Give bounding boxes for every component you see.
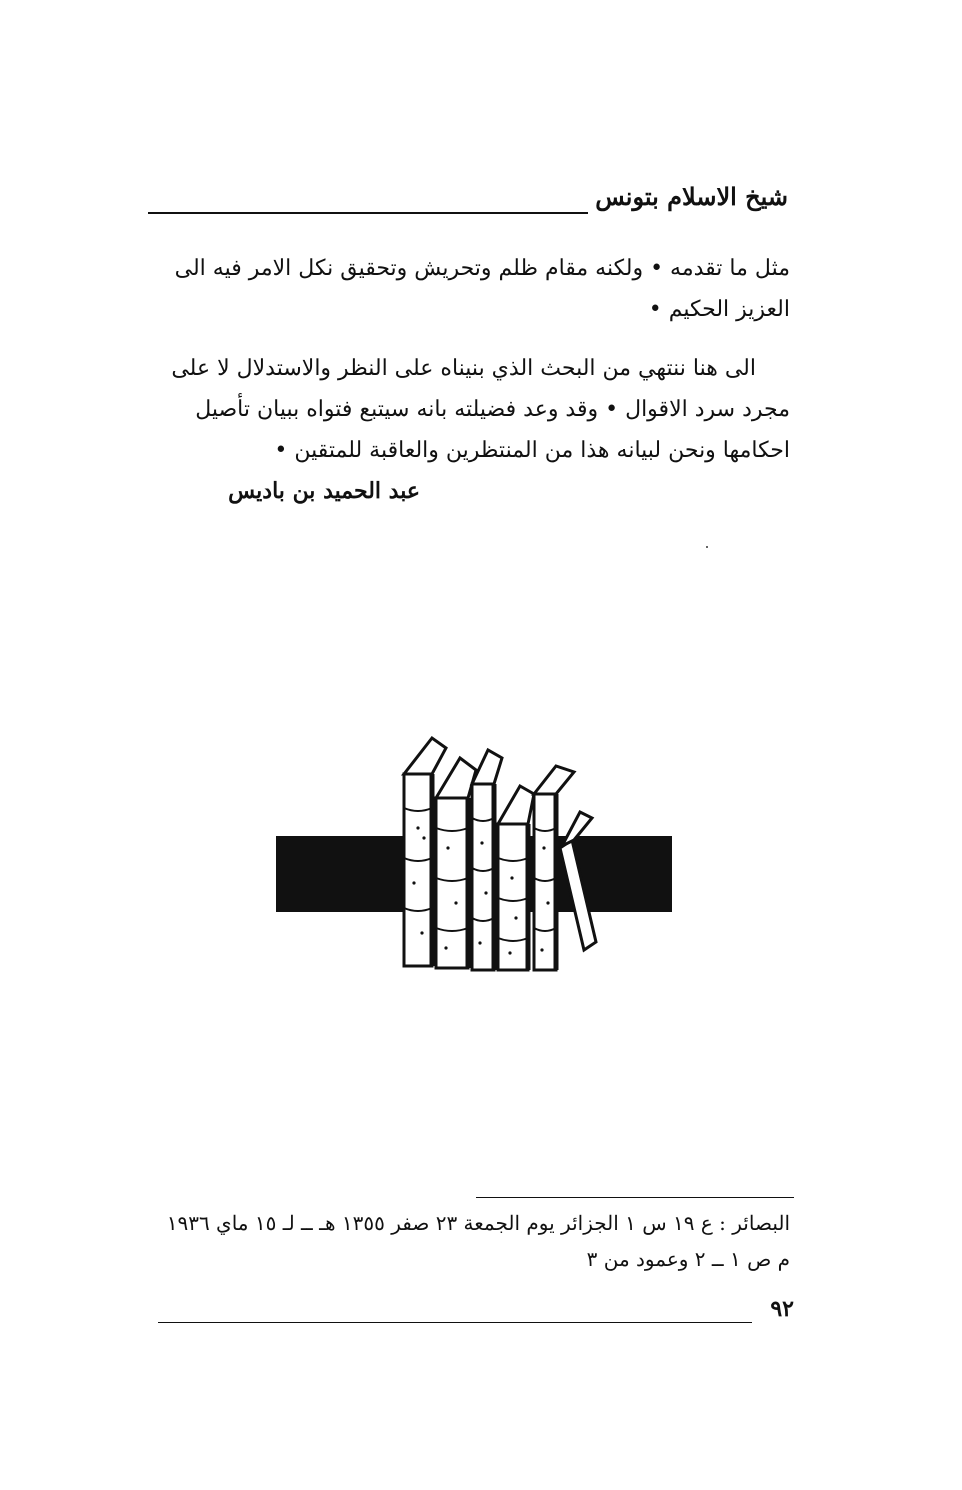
books-on-shelf-icon bbox=[276, 728, 672, 980]
running-header-title: شيخ الاسلام بتونس bbox=[595, 182, 788, 211]
footnote-rule bbox=[476, 1197, 794, 1198]
paragraph-2: الى هنا ننتهي من البحث الذي بنيناه على النظر والاستدلال لا على مجرد سرد الاقوال • وقد وعد فضيلته بانه سيتبع فتواه ببيان تأصيل احكامها ونحن لبيانه هذا من المنتظرين والعاقبة للمتقين • bbox=[171, 356, 790, 463]
page-number: ٩٢ bbox=[770, 1296, 794, 1322]
page-footer bbox=[158, 1296, 794, 1332]
paragraph-1: مثل ما تقدمه • ولكنه مقام ظلم وتحريش وتحقيق نكل الامر فيه الى العزيز الحكيم • bbox=[174, 256, 790, 322]
header-rule bbox=[148, 212, 588, 214]
author-signature: عبد الحميد بن باديس bbox=[228, 478, 420, 504]
footer-rule bbox=[158, 1322, 752, 1323]
book-4 bbox=[498, 786, 534, 970]
book-2 bbox=[436, 758, 476, 968]
print-speck bbox=[706, 546, 708, 548]
footnote: البصائر : ع ١٩ س ١ الجزائر يوم الجمعة ٢٣ صفر ١٣٥٥ هـ ــ لـ ١٥ ماي ١٩٣٦ م ص ١ ــ ٢ وعمود من ٣ bbox=[166, 1211, 790, 1271]
running-header bbox=[148, 182, 788, 226]
